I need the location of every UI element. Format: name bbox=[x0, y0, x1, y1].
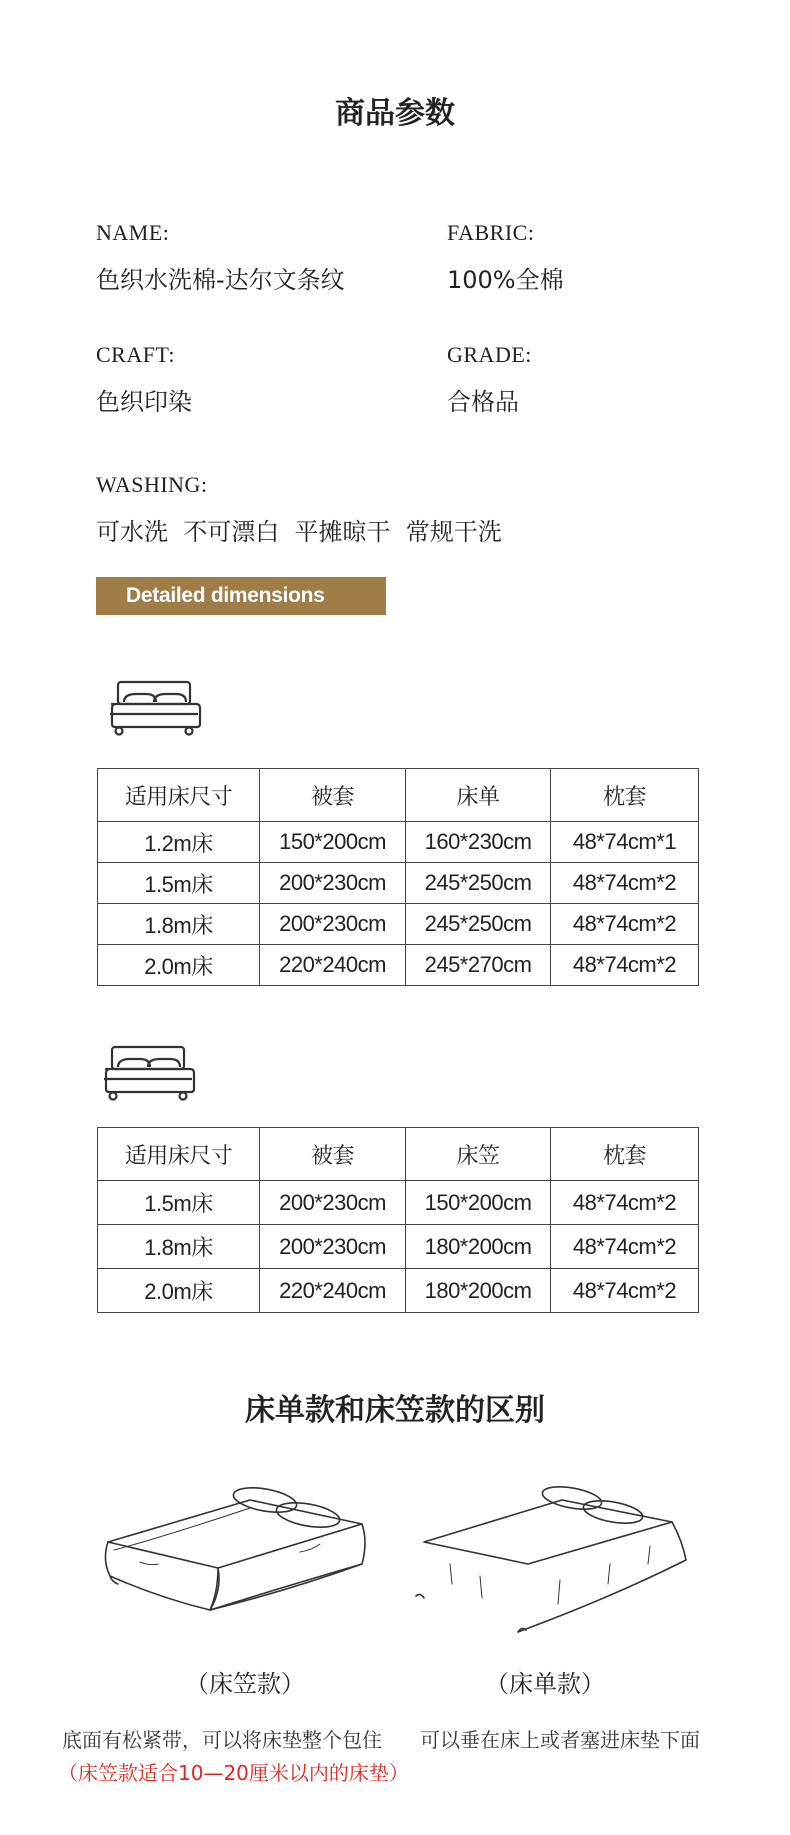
table-header-cell: 床笠 bbox=[406, 1128, 551, 1181]
table-header-cell: 枕套 bbox=[551, 769, 699, 822]
table-cell: 180*200cm bbox=[406, 1269, 551, 1313]
table-cell: 48*74cm*2 bbox=[551, 863, 699, 904]
table-header-cell: 枕套 bbox=[551, 1128, 699, 1181]
table-cell: 220*240cm bbox=[260, 1269, 406, 1313]
table-cell: 1.5m床 bbox=[98, 1181, 260, 1225]
table-cell: 2.0m床 bbox=[98, 945, 260, 986]
page-title: 商品参数 bbox=[335, 96, 455, 131]
table-cell: 200*230cm bbox=[260, 904, 406, 945]
table-row bbox=[98, 945, 699, 986]
param-fabric bbox=[447, 220, 564, 295]
table-cell: 220*240cm bbox=[260, 945, 406, 986]
table-header-row bbox=[98, 769, 699, 822]
table-cell: 150*200cm bbox=[260, 822, 406, 863]
param-fabric-label: FABRIC: bbox=[447, 220, 535, 245]
table-cell: 1.8m床 bbox=[98, 904, 260, 945]
param-washing-value: 可水洗 不可漂白 平摊晾干 常规干洗 bbox=[96, 518, 502, 546]
param-washing bbox=[96, 472, 502, 547]
table-header-cell: 被套 bbox=[260, 1128, 406, 1181]
table-cell: 150*200cm bbox=[406, 1181, 551, 1225]
table-cell: 160*230cm bbox=[406, 822, 551, 863]
table-row bbox=[98, 1225, 699, 1269]
fitted-sheet-caption: （床笠款） bbox=[185, 1670, 305, 1698]
param-craft-label: CRAFT: bbox=[96, 342, 175, 367]
table-header-cell: 适用床尺寸 bbox=[98, 769, 260, 822]
table-cell: 2.0m床 bbox=[98, 1269, 260, 1313]
bed-icon bbox=[100, 1043, 196, 1105]
bed-icon bbox=[106, 678, 202, 740]
table-cell: 48*74cm*2 bbox=[551, 1181, 699, 1225]
table-cell: 1.5m床 bbox=[98, 863, 260, 904]
param-name-label: NAME: bbox=[96, 220, 170, 245]
param-name bbox=[96, 220, 345, 295]
table-header-cell: 床单 bbox=[406, 769, 551, 822]
table-row bbox=[98, 822, 699, 863]
table-header-cell: 被套 bbox=[260, 769, 406, 822]
table-row bbox=[98, 1181, 699, 1225]
table-cell: 245*250cm bbox=[406, 904, 551, 945]
table-cell: 1.2m床 bbox=[98, 822, 260, 863]
param-name-value: 色织水洗棉-达尔文条纹 bbox=[96, 266, 345, 294]
flat-sheet-illustration bbox=[410, 1480, 690, 1644]
table-cell: 48*74cm*2 bbox=[551, 904, 699, 945]
param-grade-label: GRADE: bbox=[447, 342, 532, 367]
flat-sheet-description: 可以垂在床上或者塞进床垫下面 bbox=[420, 1728, 700, 1752]
table-cell: 48*74cm*2 bbox=[551, 1225, 699, 1269]
table-row bbox=[98, 904, 699, 945]
table-cell: 200*230cm bbox=[260, 1181, 406, 1225]
param-grade bbox=[447, 342, 532, 417]
fitted-sheet-note: （床笠款适合10—20厘米以内的床垫） bbox=[58, 1761, 409, 1785]
fitted-sheet-description: 底面有松紧带，可以将床垫整个包住 bbox=[62, 1728, 382, 1752]
table-cell: 200*230cm bbox=[260, 863, 406, 904]
table-row bbox=[98, 1269, 699, 1313]
table-row bbox=[98, 863, 699, 904]
param-washing-label: WASHING: bbox=[96, 472, 208, 497]
table-cell: 48*74cm*1 bbox=[551, 822, 699, 863]
flat-sheet-caption: （床单款） bbox=[485, 1670, 605, 1698]
table-header-cell: 适用床尺寸 bbox=[98, 1128, 260, 1181]
fitted-sheet-illustration bbox=[100, 1480, 370, 1644]
param-craft-value: 色织印染 bbox=[96, 388, 192, 416]
param-fabric-value: 100%全棉 bbox=[447, 266, 564, 294]
table-cell: 180*200cm bbox=[406, 1225, 551, 1269]
dimensions-table-flat-sheet bbox=[97, 768, 699, 986]
table-cell: 48*74cm*2 bbox=[551, 945, 699, 986]
comparison-title: 床单款和床笠款的区别 bbox=[245, 1393, 545, 1428]
table-cell: 200*230cm bbox=[260, 1225, 406, 1269]
dimensions-banner: Detailed dimensions bbox=[96, 577, 386, 615]
dimensions-table-fitted-sheet bbox=[97, 1127, 699, 1313]
table-header-row bbox=[98, 1128, 699, 1181]
param-craft bbox=[96, 342, 192, 417]
table-cell: 245*250cm bbox=[406, 863, 551, 904]
table-cell: 245*270cm bbox=[406, 945, 551, 986]
table-cell: 48*74cm*2 bbox=[551, 1269, 699, 1313]
param-grade-value: 合格品 bbox=[447, 388, 519, 416]
table-cell: 1.8m床 bbox=[98, 1225, 260, 1269]
